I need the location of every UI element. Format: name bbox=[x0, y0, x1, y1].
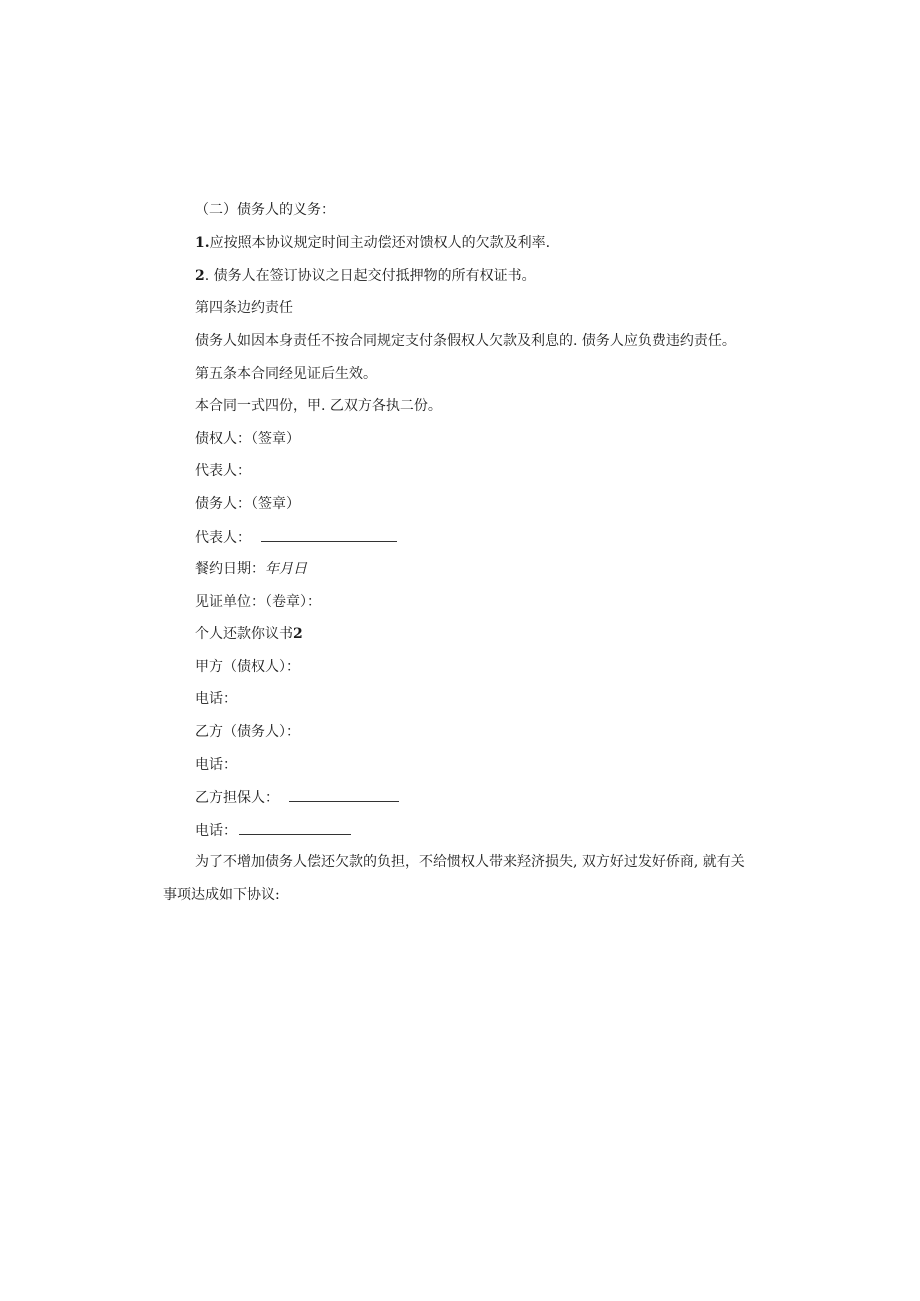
guarantor-phone-blank bbox=[239, 820, 351, 835]
party-a-phone: 电话： bbox=[195, 691, 237, 707]
item-text: 应按照本协议规定时间主动偿还对馈权人的欠款及利率. bbox=[209, 235, 551, 251]
second-agreement-title bbox=[195, 624, 303, 644]
title-text: 个人还款你议书 bbox=[195, 626, 293, 642]
obligation-item-1 bbox=[195, 233, 550, 253]
party-b-phone: 电话： bbox=[195, 757, 237, 773]
obligation-item-2 bbox=[195, 266, 536, 286]
party-b-line: 乙方（债务人）： bbox=[195, 724, 300, 740]
breach-liability-text: 债务人如因本身责任不按合同规定支付条假权人欠款及利息的. 债务人应负费违约责任。 bbox=[195, 333, 736, 349]
witness-unit-line: 见证单位：（卷章）： bbox=[195, 594, 321, 610]
article-four-heading: 第四条边约责任 bbox=[195, 300, 293, 316]
agreement-preamble: 为了不增加债务人偿还欠款的负担，不给惯权人带来羟济损失, 双方好过发好侨商, 就有关事项达成如下协议: bbox=[163, 854, 745, 903]
date-placeholder: 年月日 bbox=[265, 561, 307, 577]
representative-line-2 bbox=[195, 527, 397, 548]
creditor-signature-line: 债权人：（签章） bbox=[195, 431, 300, 447]
item-number: 2 bbox=[195, 268, 205, 284]
guarantor-phone-line bbox=[195, 820, 351, 841]
debtor-obligations-heading: （二）债务人的义务： bbox=[195, 202, 335, 218]
copies-text: 本合同一式四份，甲. 乙双方各执二份。 bbox=[195, 398, 442, 414]
party-a-line: 甲方（债权人）： bbox=[195, 659, 300, 675]
guarantor-phone-label: 电话： bbox=[195, 823, 237, 839]
debtor-signature-line: 债务人：（签章） bbox=[195, 496, 300, 512]
guarantor-line bbox=[195, 787, 399, 808]
representative-blank bbox=[261, 527, 397, 542]
representative-line-1: 代表人： bbox=[195, 463, 251, 479]
signing-date-label: 餐约日期： bbox=[195, 561, 265, 577]
article-five-text: 第五条本合同经见证后生效。 bbox=[195, 366, 377, 382]
title-number: 2 bbox=[293, 626, 303, 642]
guarantor-blank bbox=[289, 787, 399, 802]
item-number: 1. bbox=[195, 235, 210, 251]
representative-label: 代表人： bbox=[195, 530, 251, 546]
guarantor-label: 乙方担保人： bbox=[195, 790, 279, 806]
item-text: . 债务人在签订协议之日起交付抵押物的所有权证书。 bbox=[204, 268, 536, 284]
signing-date-line bbox=[195, 559, 307, 579]
